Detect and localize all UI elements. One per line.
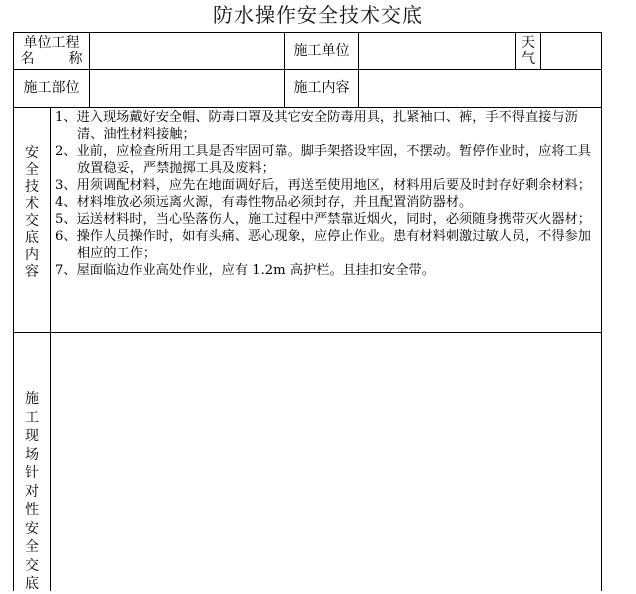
label-char: 底	[25, 230, 39, 246]
row-divider-2	[13, 107, 602, 108]
label-char: 针	[25, 465, 39, 481]
project-name-label-line2	[21, 51, 83, 67]
label-char: 施	[25, 391, 39, 407]
weather-label	[516, 33, 540, 69]
label-char: 工	[25, 409, 39, 426]
label-char: 对	[25, 483, 39, 500]
safety-item: 7、屋面临边作业高处作业，应有 1.2m 高护栏。且挂扣安全带。	[55, 263, 435, 278]
safety-items-list	[55, 109, 600, 331]
weather-field[interactable]	[541, 33, 601, 69]
label-char: 内	[25, 247, 39, 263]
label-char: 场	[25, 446, 39, 463]
construction-content-field[interactable]	[359, 70, 601, 107]
label-char: 技	[25, 179, 39, 195]
construction-part-field[interactable]	[90, 70, 284, 107]
project-name-field[interactable]	[90, 33, 284, 69]
label-char: 底	[25, 576, 39, 592]
label-char: 性	[25, 502, 39, 518]
weather-label-line2: 气	[521, 51, 535, 67]
project-name-label-char-b: 称	[68, 51, 83, 67]
construction-content-label: 施工内容	[293, 80, 350, 96]
safety-item: 2、业前，应检查所用工具是否牢固可靠。脚手架搭设牢固，不摆动。暂停作业时，应将工具放置稳妥，严禁抛掷工具及废料；	[55, 144, 591, 176]
project-name-label	[14, 33, 89, 69]
label-char: 术	[25, 196, 39, 212]
document-title: 防水操作安全技术交底	[213, 3, 423, 27]
site-specific-content-field[interactable]	[51, 333, 601, 591]
safety-item: 5、运送材料时，当心坠落伤人，施工过程中严禁靠近烟火，同时，必须随身携带灭火器材；	[55, 212, 591, 227]
label-char: 交	[25, 557, 39, 574]
site-specific-label	[14, 390, 50, 594]
safety-item: 3、用须调配材料，应先在地面调好后，再送至使用地区，材料用后要及时封存好剩余材料；	[55, 178, 591, 193]
label-char: 容	[25, 264, 39, 280]
construction-unit-field[interactable]	[359, 33, 515, 69]
project-name-label-line1: 单位工程	[23, 35, 80, 51]
safety-item: 4、材料堆放必须远离火源，有毒性物品必须封存，并且配置消防器材。	[55, 195, 473, 210]
label-char: 现	[25, 428, 39, 444]
label-char: 安	[25, 520, 39, 537]
table-border-right	[601, 32, 602, 591]
label-char: 全	[25, 539, 39, 555]
label-char: 交	[25, 213, 39, 229]
project-name-label-char-a: 名	[20, 51, 35, 67]
weather-label-line1: 天	[521, 35, 535, 51]
construction-unit-label: 施工单位	[293, 42, 350, 59]
label-char: 全	[25, 162, 39, 178]
safety-content-label	[14, 145, 50, 281]
label-char: 安	[25, 145, 39, 161]
construction-part-label: 施工部位	[23, 80, 80, 96]
safety-item: 6、操作人员操作时，如有头痛、恶心现象，应停止作业。患有材料刺激过敏人员，不得参加相应的工作；	[55, 229, 591, 261]
safety-item: 1、进入现场戴好安全帽、防毒口罩及其它安全防毒用具，扎紧袖口、裤，手不得直接与沥清、油性材料接触；	[55, 110, 578, 142]
